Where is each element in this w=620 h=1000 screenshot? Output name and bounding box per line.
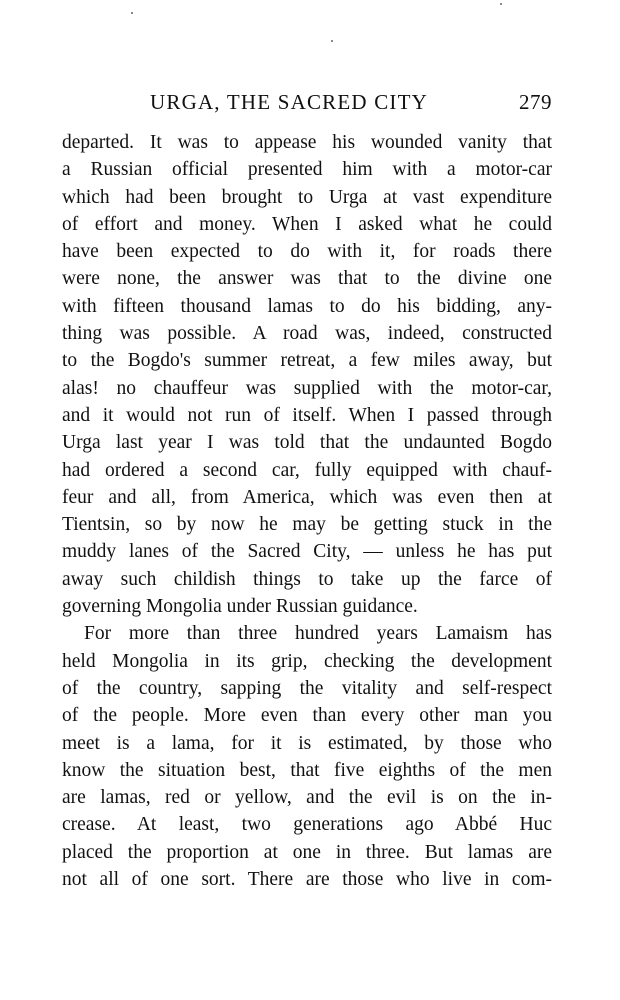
- text-line: feur and all, from America, which was even then at: [62, 486, 552, 508]
- text-line: meet is a lama, for it is estimated, by those who: [62, 732, 552, 754]
- text-line: not all of one sort. There are those who live in com-: [62, 869, 552, 891]
- paper-speck: [131, 12, 133, 14]
- text-line: away such childish things to take up the farce of: [62, 568, 552, 590]
- text-line: and it would not run of itself. When I passed through: [62, 404, 552, 426]
- text-line: Urga last year I was told that the undaunted Bogdo: [62, 432, 552, 454]
- text-line: which had been brought to Urga at vast expenditure: [62, 186, 552, 208]
- text-line: alas! no chauffeur was supplied with the motor-car,: [62, 377, 552, 399]
- text-line: crease. At least, two generations ago Abbé Huc: [62, 814, 552, 836]
- text-line: a Russian official presented him with a motor-car: [62, 159, 552, 181]
- page-number: 279: [519, 90, 552, 114]
- text-line: were none, the answer was that to the divine one: [62, 268, 552, 290]
- text-line: governing Mongolia under Russian guidance.: [62, 596, 418, 618]
- text-line: had ordered a second car, fully equipped with chauf-: [62, 459, 552, 481]
- text-line: to the Bogdo's summer retreat, a few miles away, but: [62, 350, 552, 372]
- text-line: placed the proportion at one in three. But lamas are: [62, 841, 552, 863]
- text-line: muddy lanes of the Sacred City, — unless he has put: [62, 541, 552, 563]
- paragraph: [62, 620, 552, 893]
- running-title: URGA, THE SACRED CITY: [150, 90, 428, 114]
- text-line: held Mongolia in its grip, checking the development: [62, 650, 552, 672]
- text-line: For more than three hundred years Lamaism has: [84, 623, 552, 645]
- text-line: of the country, sapping the vitality and self-respect: [62, 677, 552, 699]
- text-line: know the situation best, that five eighths of the men: [62, 759, 552, 781]
- text-line: have been expected to do with it, for roads there: [62, 241, 552, 263]
- text-line: with fifteen thousand lamas to do his bidding, any-: [62, 295, 552, 317]
- text-line: of effort and money. When I asked what he could: [62, 213, 552, 235]
- text-line: thing was possible. A road was, indeed, constructed: [62, 323, 552, 345]
- body-text: [62, 129, 552, 893]
- text-line: Tientsin, so by now he may be getting stuck in the: [62, 514, 552, 536]
- paragraph: [62, 129, 552, 620]
- paper-speck: [500, 3, 502, 5]
- text-line: departed. It was to appease his wounded vanity that: [62, 132, 552, 153]
- text-line: of the people. More even than every other man you: [62, 705, 552, 727]
- paper-speck: [331, 40, 333, 42]
- page-header: [62, 90, 552, 120]
- text-line: are lamas, red or yellow, and the evil is on the in-: [62, 787, 552, 809]
